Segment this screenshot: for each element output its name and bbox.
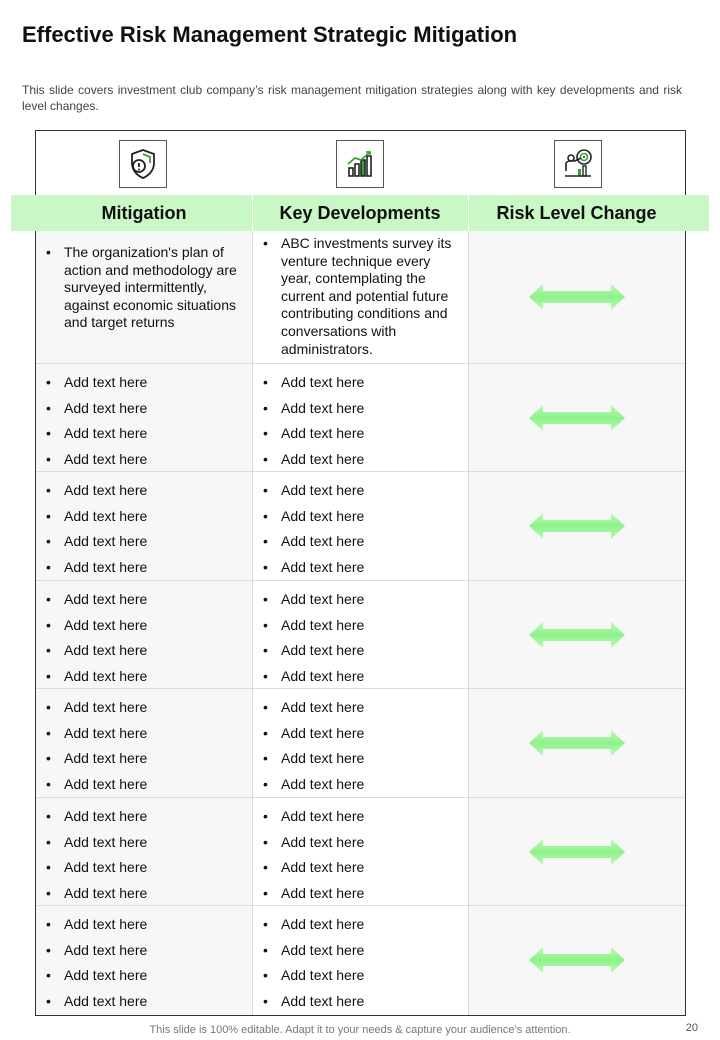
risk-change-cell [468,689,685,797]
development-bullet: • Add text here [253,396,468,422]
table-header [11,195,709,231]
risk-change-cell [468,798,685,905]
page-subtitle: This slide covers investment club company’s risk management mitigation strategies along with key developments and risk level changes. [22,83,682,113]
mitigation-bullet: • Add text here [36,638,252,664]
developments-cell [252,472,468,580]
mitigation-bullet: • Add text here [36,396,252,422]
column-header-key-developments: Key Developments [279,202,441,223]
developments-cell [252,364,468,471]
risk-change-cell [468,231,685,363]
risk-change-cell [468,472,685,580]
mitigation-bullet: • Add text here [36,830,252,856]
double-arrow-icon [529,283,625,311]
mitigation-bullet: • The organization's plan of action and methodology are surveyed intermittently, against economic situations and target returns [36,244,252,332]
mitigation-bullet: • Add text here [36,855,252,881]
development-bullet: • Add text here [253,447,468,473]
table-row [36,364,685,472]
table-row [36,231,685,364]
development-bullet: • Add text here [253,855,468,881]
mitigation-bullet: • Add text here [36,989,252,1015]
mitigation-bullet: • Add text here [36,478,252,504]
mitigation-bullet: • Add text here [36,504,252,530]
double-arrow-icon [529,404,625,432]
development-bullet: • Add text here [253,938,468,964]
mitigation-cell [36,472,252,580]
risk-change-cell [468,581,685,688]
development-bullet: • Add text here [253,746,468,772]
development-bullet: • Add text here [253,963,468,989]
table-row [36,581,685,689]
table-row [36,689,685,798]
mitigation-bullet: • Add text here [36,963,252,989]
development-bullet: • ABC investments survey its venture technique every year, contemplating the current and potential future contributing conditions and conversations with administrators. [253,235,468,358]
mitigation-bullet: • Add text here [36,804,252,830]
developments-cell [252,231,468,363]
double-arrow-icon [529,512,625,540]
mitigation-bullet: • Add text here [36,881,252,907]
mitigation-cell [36,231,252,363]
mitigation-cell [36,364,252,471]
development-bullet: • Add text here [253,613,468,639]
developments-cell [252,798,468,905]
mitigation-bullet: • Add text here [36,746,252,772]
mitigation-bullet: • Add text here [36,555,252,581]
development-bullet: • Add text here [253,478,468,504]
development-bullet: • Add text here [253,504,468,530]
double-arrow-icon [529,946,625,974]
mitigation-bullet: • Add text here [36,370,252,396]
double-arrow-icon [529,621,625,649]
growth-chart-icon [336,140,384,188]
page-number: 20 [685,1022,698,1034]
development-bullet: • Add text here [253,695,468,721]
mitigation-cell [36,581,252,688]
mitigation-bullet: • Add text here [36,529,252,555]
mitigation-cell [36,798,252,905]
developments-cell [252,581,468,688]
table-row [36,906,685,1015]
development-bullet: • Add text here [253,587,468,613]
development-bullet: • Add text here [253,421,468,447]
development-bullet: • Add text here [253,804,468,830]
developments-cell [252,906,468,1015]
column-header-mitigation: Mitigation [101,202,187,223]
development-bullet: • Add text here [253,912,468,938]
developments-cell [252,689,468,797]
development-bullet: • Add text here [253,881,468,907]
mitigation-cell [36,689,252,797]
development-bullet: • Add text here [253,989,468,1015]
mitigation-bullet: • Add text here [36,421,252,447]
mitigation-bullet: • Add text here [36,587,252,613]
double-arrow-icon [529,838,625,866]
development-bullet: • Add text here [253,555,468,581]
double-arrow-icon [529,729,625,757]
column-header-risk-level-change: Risk Level Change [496,202,657,223]
mitigation-bullet: • Add text here [36,664,252,690]
development-bullet: • Add text here [253,721,468,747]
shield-alert-icon [119,140,167,188]
table-row [36,798,685,906]
mitigation-bullet: • Add text here [36,938,252,964]
page-title: Effective Risk Management Strategic Mitigation [22,22,518,47]
mitigation-bullet: • Add text here [36,613,252,639]
mitigation-bullet: • Add text here [36,447,252,473]
development-bullet: • Add text here [253,664,468,690]
mitigation-cell [36,906,252,1015]
development-bullet: • Add text here [253,772,468,798]
development-bullet: • Add text here [253,529,468,555]
development-bullet: • Add text here [253,830,468,856]
mitigation-bullet: • Add text here [36,772,252,798]
mitigation-bullet: • Add text here [36,721,252,747]
mitigation-bullet: • Add text here [36,695,252,721]
risk-change-cell [468,364,685,471]
table-row [36,472,685,581]
risk-change-cell [468,906,685,1015]
mitigation-bullet: • Add text here [36,912,252,938]
footer-note: This slide is 100% editable. Adapt it to your needs & capture your audience’s attention. [149,1024,571,1036]
development-bullet: • Add text here [253,370,468,396]
development-bullet: • Add text here [253,638,468,664]
target-presenter-icon [554,140,602,188]
